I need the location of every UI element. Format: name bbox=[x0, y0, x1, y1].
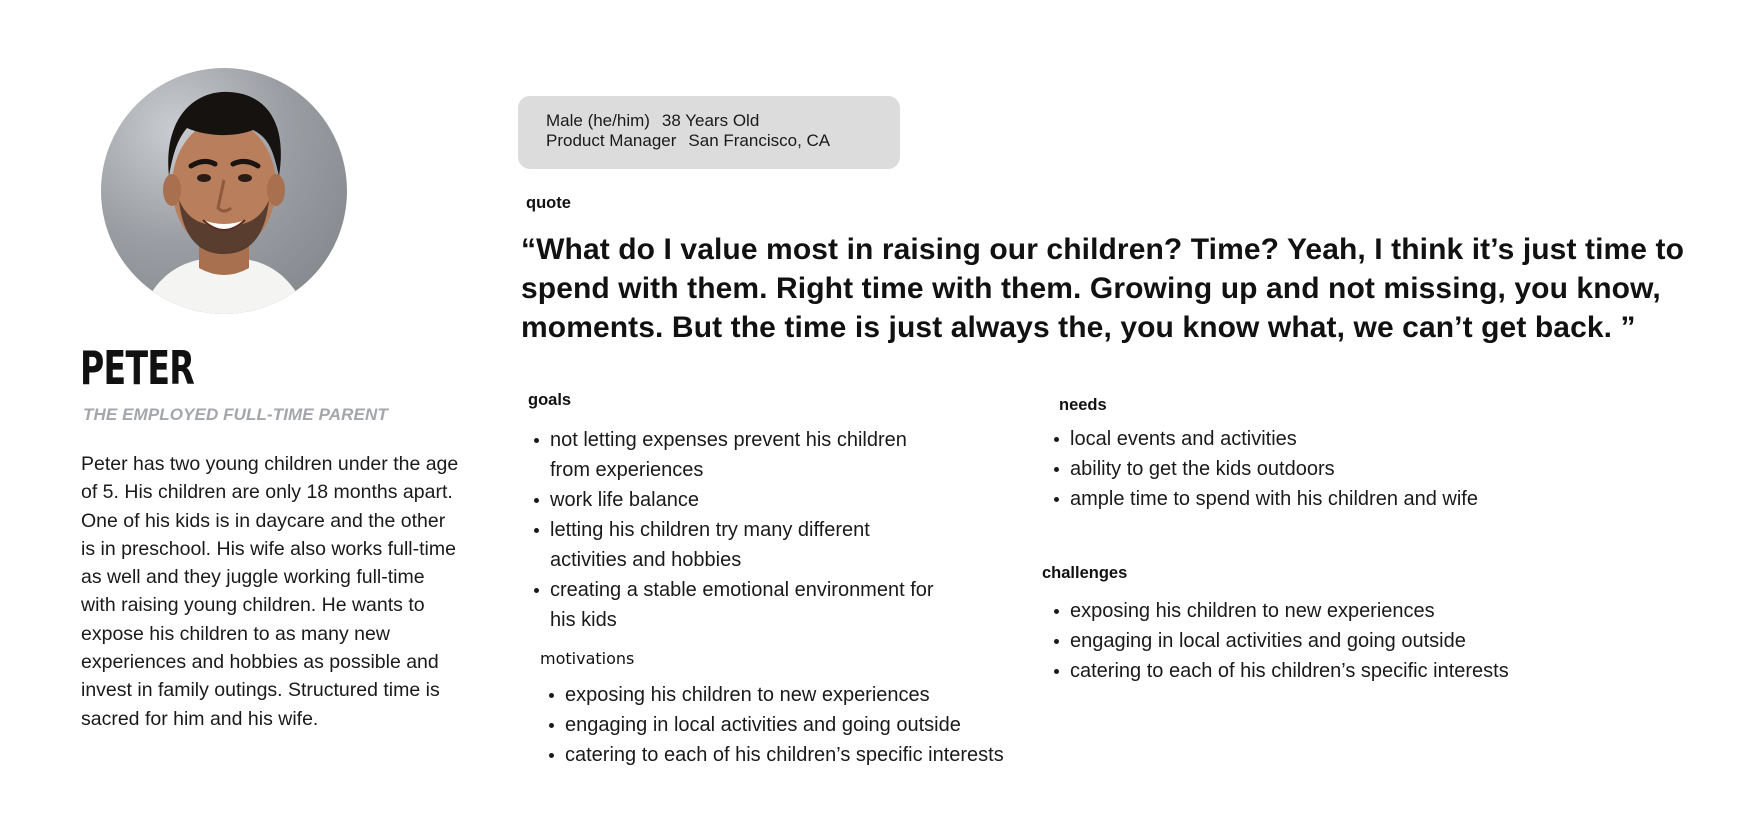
job-text: Product Manager bbox=[546, 131, 677, 150]
list-item: not letting expenses prevent his children from experiences bbox=[532, 425, 952, 485]
portrait-image bbox=[101, 68, 347, 314]
list-item: ample time to spend with his children and wife bbox=[1052, 484, 1652, 514]
quote-label: quote bbox=[526, 194, 571, 212]
goals-list bbox=[532, 425, 952, 635]
needs-label: needs bbox=[1059, 396, 1107, 414]
list-item: ability to get the kids outdoors bbox=[1052, 454, 1652, 484]
challenges-label: challenges bbox=[1042, 564, 1128, 582]
location-text: San Francisco, CA bbox=[688, 131, 831, 150]
list-item: local events and activities bbox=[1052, 424, 1652, 454]
quote-text: “What do I value most in raising our children? Time? Yeah, I think it’s just time to spend with them. Right time with them. Growing up and not missing, you know, moments. But the time is just always the, you know what, we can’t get back. ” bbox=[521, 233, 1685, 344]
list-item: work life balance bbox=[532, 485, 952, 515]
gender-text: Male (he/him) bbox=[546, 111, 650, 130]
list-item: catering to each of his children’s specific interests bbox=[1052, 656, 1652, 686]
list-item: exposing his children to new experiences bbox=[1052, 596, 1652, 626]
list-item: catering to each of his children’s specific interests bbox=[547, 740, 1047, 770]
persona-name: PETER bbox=[80, 341, 195, 395]
age-text: 38 Years Old bbox=[661, 111, 760, 130]
motivations-label: motivations bbox=[540, 649, 635, 668]
motivations-list bbox=[547, 680, 1047, 770]
list-item: creating a stable emotional environment for his kids bbox=[532, 575, 952, 635]
persona-bio: Peter has two young children under the age of 5. His children are only 18 months apart. One of his kids is in daycare and the other is in preschool. His wife also works full-time as well and they juggle working full-time with raising young children. He wants to expose his children to as many new experiences and hobbies as possible and invest in family outings. Structured time is sacred for him and his wife. bbox=[81, 453, 459, 730]
goals-label: goals bbox=[528, 391, 572, 409]
list-item: letting his children try many different activities and hobbies bbox=[532, 515, 952, 575]
demographics-card bbox=[518, 96, 900, 169]
demographics-row-2 bbox=[546, 131, 872, 151]
challenges-list bbox=[1052, 596, 1652, 686]
list-item: engaging in local activities and going outside bbox=[1052, 626, 1652, 656]
avatar bbox=[101, 68, 347, 314]
list-item: exposing his children to new experiences bbox=[547, 680, 1047, 710]
demographics-row-1 bbox=[546, 111, 872, 131]
persona-type: THE EMPLOYED FULL-TIME PARENT bbox=[83, 405, 388, 424]
needs-list bbox=[1052, 424, 1652, 514]
list-item: engaging in local activities and going outside bbox=[547, 710, 1047, 740]
